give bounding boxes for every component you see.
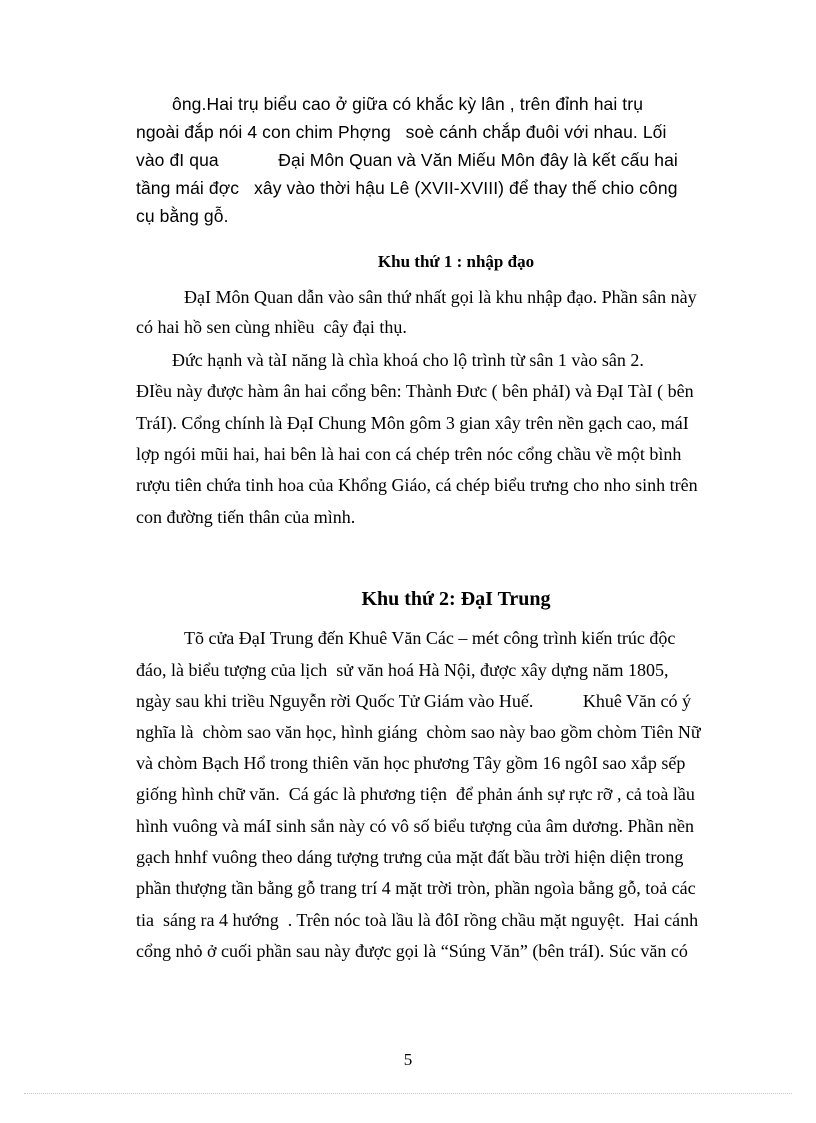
paragraph-line: gạch hnhf vuông theo dáng tượng trưng của mặt đất bầu trời hiện diện trong [136, 847, 684, 867]
section-1-heading: Khu thứ 1 : nhập đạo [377, 252, 535, 271]
paragraph-line: Đức hạnh và tàI năng là chìa khoá cho lộ trình từ sân 1 vào sân 2. [172, 350, 644, 370]
page-bottom-divider [24, 1093, 792, 1094]
paragraph-line: lợp ngói mũi hai, hai bên là hai con cá chép trên nóc cổng chầu về một bình [136, 444, 682, 464]
section-2-heading: Khu thứ 2: ĐạI Trung [361, 588, 551, 610]
paragraph-line: ông.Hai trụ biểu cao ở giữa có khắc kỳ lân , trên đỉnh hai trụ [172, 94, 644, 114]
paragraph-line: ĐIều này được hàm ân hai cổng bên: Thành Đưc ( bên phảI) và ĐạI TàI ( bên [136, 381, 694, 401]
paragraph-line: và chòm Bạch Hổ trong thiên văn học phương Tây gồm 16 ngôI sao xắp sếp [136, 753, 686, 773]
paragraph-line: hình vuông và máI sinh sắn này có vô số biểu tượng của âm dương. Phần nền [136, 816, 694, 836]
paragraph-line: cụ bằng gỗ. [136, 206, 229, 226]
paragraph-line: tia sáng ra 4 hướng . Trên nóc toà lầu là đôI rồng chầu mặt nguyệt. Hai cánh [136, 910, 699, 930]
paragraph-line: tầng mái đợc xây vào thời hậu Lê (XVII-XVIII) để thay thế chio công [136, 178, 678, 198]
page-number: 5 [403, 1050, 413, 1069]
paragraph-line: rượu tiên chứa tinh hoa của Khổng Giáo, cá chép biểu trưng cho nho sinh trên [136, 475, 698, 495]
paragraph-line: nghĩa là chòm sao văn học, hình giáng chòm sao này bao gồm chòm Tiên Nữ [136, 722, 701, 742]
paragraph-line: ngoài đắp nói 4 con chim Phợng soè cánh chắp đuôi với nhau. Lối [136, 122, 667, 142]
paragraph-line: đáo, là biểu tượng của lịch sử văn hoá Hà Nội, được xây dựng năm 1805, [136, 660, 669, 680]
paragraph-line: TráI). Cổng chính là ĐạI Chung Môn gôm 3 gian xây trên nền gạch cao, máI [136, 413, 689, 433]
paragraph-line: giống hình chữ văn. Cá gác là phương tiện để phản ánh sự rực rỡ , cả toà lầu [136, 784, 695, 804]
paragraph-line: phần thượng tần bằng gỗ trang trí 4 mặt trời tròn, phần ngoìa bằng gỗ, toả các [136, 878, 696, 898]
paragraph-line: vào đI qua Đại Môn Quan và Văn Miếu Môn đây là kết cấu hai [136, 150, 678, 170]
paragraph-line: ngày sau khi triều Nguyễn rời Quốc Tử Giám vào Huế. Khuê Văn có ý [136, 691, 691, 711]
paragraph-line: Tõ cửa ĐạI Trung đến Khuê Văn Các – mét công trình kiến trúc độc [184, 628, 676, 648]
paragraph-line: cổng nhỏ ở cuối phần sau này được gọi là “Súng Văn” (bên tráI). Súc văn có [136, 941, 688, 961]
paragraph-line: con đường tiến thân của mình. [136, 507, 356, 527]
paragraph-line: có hai hồ sen cùng nhiều cây đại thụ. [136, 317, 407, 337]
paragraph-line: ĐạI Môn Quan dẫn vào sân thứ nhất gọi là khu nhập đạo. Phần sân này [184, 287, 697, 307]
